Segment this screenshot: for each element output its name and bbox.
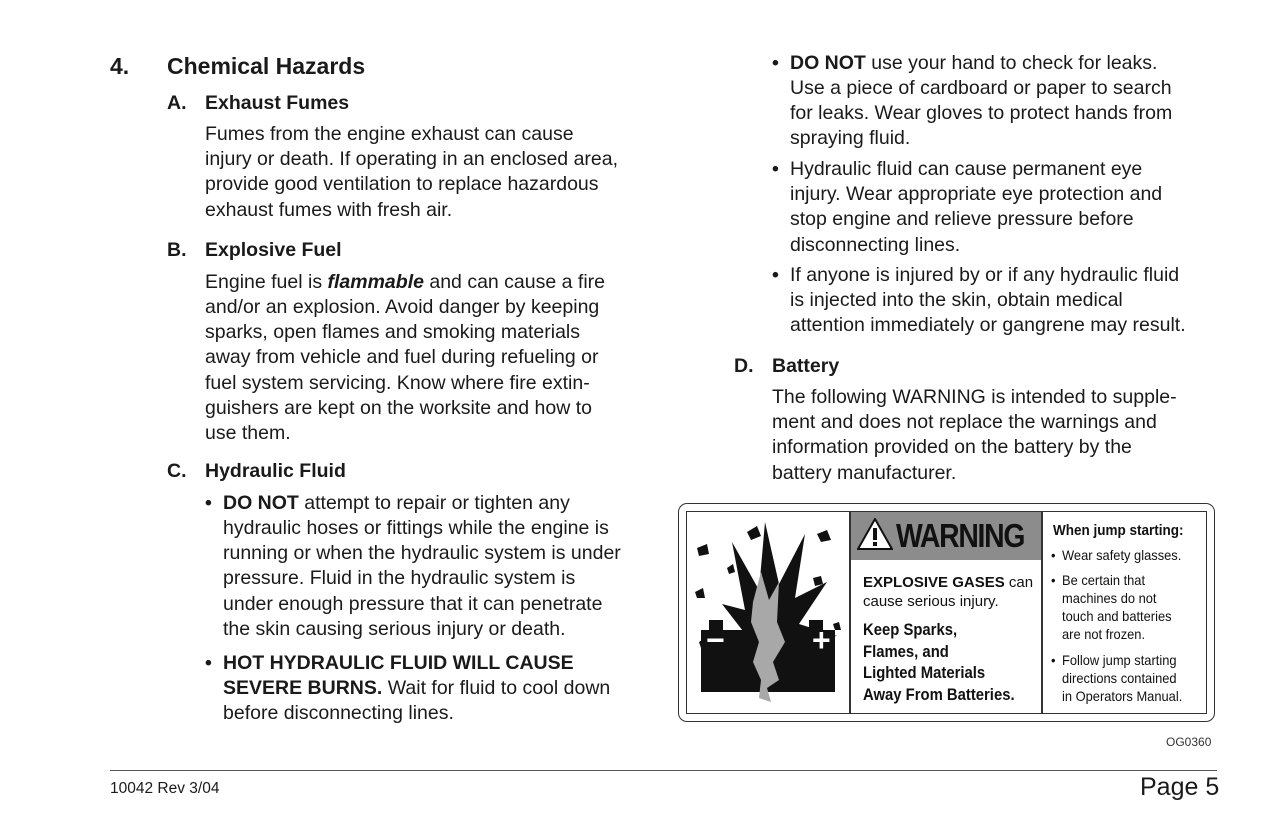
fuel-text-post: and can cause a fire [423, 271, 605, 293]
bullet-2-dot: • [205, 652, 212, 674]
do-not-emphasis: DO NOT [223, 492, 299, 514]
subsection-a-title: Exhaust Fumes [205, 92, 350, 114]
warning-triangle-icon [857, 518, 893, 550]
bullet-1-line1 [223, 491, 570, 516]
bullet-3-dot: • [772, 52, 779, 74]
jump-item-1-dot: • [1051, 547, 1056, 563]
battery-explosion-icon [687, 512, 849, 714]
subsection-d-letter: D. [734, 355, 754, 377]
minus-terminal-icon: − [706, 622, 725, 658]
subsection-d-text: The following WARNING is intended to supple- ment and does not replace the warnings and information provided on the battery by the battery manufacturer. [772, 386, 1177, 484]
bullet-1-line1-text: attempt to repair or tighten any [298, 492, 570, 514]
bullet-2-text: before disconnecting lines. [223, 702, 454, 724]
page-number: Page 5 [1140, 773, 1220, 801]
warning-signal-word: WARNING [896, 517, 1025, 554]
bullet-4-dot: • [772, 158, 779, 180]
jump-start-title: When jump starting: [1053, 522, 1184, 539]
jump-item-2: Be certain that machines do not touch and batteries are not frozen. [1062, 572, 1172, 642]
explosive-gases-line2: cause serious injury. [863, 593, 999, 610]
explosive-gases-emphasis: EXPLOSIVE GASES [863, 574, 1005, 591]
severe-burns-emphasis: SEVERE BURNS. [223, 677, 383, 699]
jump-item-3: Follow jump starting directions contained in Operators Manual. [1062, 652, 1183, 704]
subsection-c-letter: C. [167, 460, 187, 482]
explosive-gases-line [863, 573, 1033, 592]
bullet-5-dot: • [772, 264, 779, 286]
bullet-1-dot: • [205, 492, 212, 514]
subsection-a-letter: A. [167, 92, 187, 114]
bullet-3-line1-text: use your hand to check for leaks. [865, 52, 1158, 74]
keep-sparks-away-text: Keep Sparks, Flames, and Lighted Materials Away From Batteries. [863, 621, 1015, 704]
bullet-3-text: Use a piece of cardboard or paper to search for leaks. Wear gloves to protect hands from spraying fluid. [790, 77, 1173, 150]
subsection-d-title: Battery [772, 355, 840, 377]
bullet-3-line1 [790, 51, 1157, 76]
fuel-text-pre: Engine fuel is [205, 271, 328, 293]
subsection-b-line1 [205, 270, 605, 295]
explosive-gases-rest: can [1004, 574, 1034, 591]
jump-item-1: Wear safety glasses. [1062, 547, 1182, 563]
jump-item-2-dot: • [1051, 572, 1056, 588]
subsection-b-letter: B. [167, 239, 187, 261]
subsection-b-title: Explosive Fuel [205, 239, 342, 261]
figure-id: OG0360 [1166, 735, 1212, 749]
warning-label-divider-right [1041, 511, 1043, 714]
bullet-2-line2 [223, 676, 610, 701]
document-number: 10042 Rev 3/04 [110, 780, 220, 797]
subsection-c-title: Hydraulic Fluid [205, 460, 346, 482]
subsection-b-text: and/or an explosion. Avoid danger by keeping sparks, open flames and smoking materials away from vehicle and fuel during refueling or fuel system servicing. Know where fire extin- guishers are kept on the worksite and how to use them. [205, 296, 600, 445]
footer-divider [110, 770, 1217, 771]
do-not-emphasis: DO NOT [790, 52, 866, 74]
jump-item-3-dot: • [1051, 652, 1056, 668]
subsection-a-text: Fumes from the engine exhaust can cause injury or death. If operating in an enclosed area, provide good ventilation to replace hazardous exhaust fumes with fresh air. [205, 123, 619, 221]
bullet-2-line2-text: Wait for fluid to cool down [382, 677, 611, 699]
plus-terminal-icon: + [812, 622, 831, 658]
section-title: Chemical Hazards [167, 53, 366, 79]
bullet-2-heading: HOT HYDRAULIC FLUID WILL CAUSE [223, 652, 574, 674]
bullet-5-text: If anyone is injured by or if any hydraulic fluid is injected into the skin, obtain medical attention immediately or gangrene may result. [790, 264, 1186, 337]
bullet-4-text: Hydraulic fluid can cause permanent eye injury. Wear appropriate eye protection and stop engine and relieve pressure before disconnecting lines. [790, 158, 1163, 256]
bullet-1-text: hydraulic hoses or fittings while the engine is running or when the hydraulic system is under pressure. Fluid in the hydraulic system is under enough pressure that it can penetrate the skin causing serious injury or death. [223, 517, 621, 640]
section-number: 4. [110, 53, 130, 79]
flammable-emphasis: flammable [327, 271, 424, 293]
